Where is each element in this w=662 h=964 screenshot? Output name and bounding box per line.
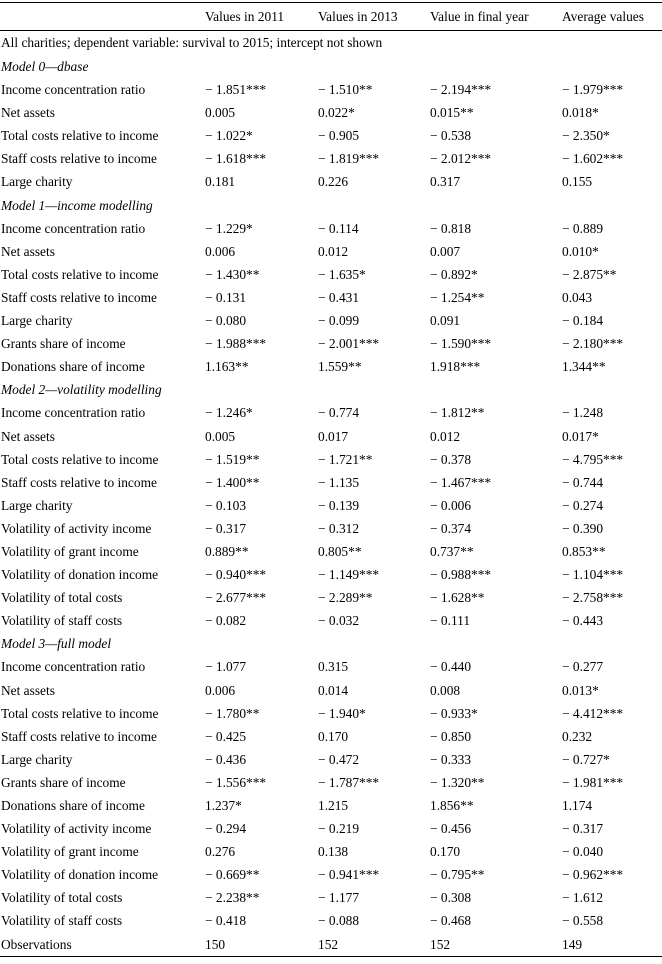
value-2013: − 1.177 bbox=[318, 890, 360, 906]
value-final-year: − 1.467*** bbox=[430, 474, 492, 490]
row-label: Grants share of income bbox=[1, 336, 126, 352]
table-row bbox=[0, 655, 662, 678]
value-2011: − 0.080 bbox=[205, 313, 247, 329]
value-final-year: − 0.850 bbox=[430, 728, 472, 744]
value-final-year: − 0.378 bbox=[430, 451, 472, 467]
value-average: 0.010* bbox=[562, 243, 599, 259]
value-2011: 0.005 bbox=[205, 105, 236, 121]
observations-value-2013: 152 bbox=[318, 936, 339, 952]
header-cell-2011: Values in 2011 bbox=[205, 9, 285, 24]
header-row bbox=[0, 3, 662, 30]
row-label: Donations share of income bbox=[1, 359, 145, 375]
value-2013: − 0.774 bbox=[318, 405, 360, 421]
value-average: − 2.180*** bbox=[562, 336, 624, 352]
value-final-year: 1.918*** bbox=[430, 359, 481, 375]
value-2011: − 0.436 bbox=[205, 751, 247, 767]
value-average: − 0.744 bbox=[562, 474, 604, 490]
value-2013: 1.215 bbox=[318, 798, 349, 813]
table-row bbox=[0, 886, 662, 909]
value-2013: − 0.099 bbox=[318, 313, 360, 329]
section-header-row bbox=[0, 194, 662, 217]
value-final-year: − 0.933* bbox=[430, 705, 478, 721]
value-final-year: − 0.892* bbox=[430, 266, 478, 282]
value-final-year: − 1.628** bbox=[430, 590, 485, 606]
row-label: Staff costs relative to income bbox=[1, 474, 157, 490]
row-label: Staff costs relative to income bbox=[1, 728, 157, 744]
value-final-year: − 0.333 bbox=[430, 751, 472, 767]
value-2011: − 1.022* bbox=[205, 128, 253, 144]
value-2013: 0.022* bbox=[318, 105, 355, 121]
table-row bbox=[0, 540, 662, 563]
value-final-year: − 2.012*** bbox=[430, 151, 492, 167]
observations-value-average: 149 bbox=[562, 936, 583, 952]
table-row bbox=[0, 771, 662, 794]
value-average: − 0.184 bbox=[562, 313, 604, 329]
row-label: Volatility of activity income bbox=[1, 520, 152, 536]
table-row bbox=[0, 471, 662, 494]
row-label: Volatility of activity income bbox=[1, 821, 152, 837]
value-2013: − 2.289** bbox=[318, 590, 373, 606]
value-final-year: 0.012 bbox=[430, 428, 461, 444]
table-row bbox=[0, 840, 662, 863]
header-cell-2013: Values in 2013 bbox=[318, 9, 398, 24]
value-2011: − 0.103 bbox=[205, 497, 247, 513]
value-final-year: − 0.988*** bbox=[430, 567, 492, 583]
value-average: 0.043 bbox=[562, 289, 593, 305]
value-final-year: − 0.795** bbox=[430, 867, 485, 883]
value-2013: 1.559** bbox=[318, 359, 362, 375]
row-label: Volatility of donation income bbox=[1, 567, 159, 583]
table-row bbox=[0, 748, 662, 771]
value-2013: − 0.114 bbox=[318, 220, 359, 236]
table-row bbox=[0, 401, 662, 424]
value-2011: − 1.618*** bbox=[205, 151, 267, 167]
value-2011: − 1.851*** bbox=[205, 82, 267, 98]
table-row bbox=[0, 355, 662, 378]
value-2013: 0.315 bbox=[318, 659, 349, 675]
value-average: − 1.612 bbox=[562, 890, 604, 906]
value-2013: − 1.510** bbox=[318, 82, 373, 98]
row-label: Income concentration ratio bbox=[1, 405, 146, 421]
value-2011: 1.237* bbox=[205, 798, 242, 813]
table-row bbox=[0, 863, 662, 886]
value-2011: 0.006 bbox=[205, 243, 236, 259]
row-label: Volatility of grant income bbox=[1, 543, 139, 559]
value-2011: 0.006 bbox=[205, 682, 236, 698]
value-average: − 1.248 bbox=[562, 405, 604, 421]
row-label: Volatility of staff costs bbox=[1, 913, 123, 929]
value-2013: − 1.149*** bbox=[318, 567, 380, 583]
table-row bbox=[0, 702, 662, 725]
value-2013: − 1.940* bbox=[318, 705, 366, 721]
value-2011: − 2.677*** bbox=[205, 590, 267, 606]
row-label: Large charity bbox=[1, 497, 73, 513]
row-label: Net assets bbox=[1, 243, 55, 259]
value-average: − 1.979*** bbox=[562, 82, 624, 98]
observations-value-final-year: 152 bbox=[430, 936, 451, 952]
value-2011: − 0.669** bbox=[205, 867, 260, 883]
value-2013: − 0.941*** bbox=[318, 867, 380, 883]
table-row bbox=[0, 679, 662, 702]
value-final-year: 0.007 bbox=[430, 243, 461, 259]
value-2011: 0.276 bbox=[205, 844, 236, 860]
value-average: − 0.962*** bbox=[562, 867, 624, 883]
value-final-year: − 0.111 bbox=[430, 613, 471, 629]
value-average: − 0.040 bbox=[562, 844, 604, 860]
value-2011: − 0.425 bbox=[205, 728, 247, 744]
row-label: Donations share of income bbox=[1, 798, 145, 813]
value-2011: − 1.988*** bbox=[205, 336, 267, 352]
value-2013: − 1.721** bbox=[318, 451, 373, 467]
row-label: Large charity bbox=[1, 313, 73, 329]
value-final-year: 0.170 bbox=[430, 844, 461, 860]
value-2011: − 0.418 bbox=[205, 913, 247, 929]
value-average: − 2.758*** bbox=[562, 590, 624, 606]
row-label: Large charity bbox=[1, 751, 73, 767]
value-2011: − 1.077 bbox=[205, 659, 247, 675]
row-label: Income concentration ratio bbox=[1, 220, 146, 236]
regression-table-body bbox=[0, 31, 662, 956]
table-row bbox=[0, 517, 662, 540]
value-2013: − 0.139 bbox=[318, 497, 360, 513]
table-row bbox=[0, 263, 662, 286]
value-2011: − 0.940*** bbox=[205, 567, 267, 583]
value-2013: 0.170 bbox=[318, 728, 349, 744]
row-label: Staff costs relative to income bbox=[1, 151, 157, 167]
value-final-year: − 2.194*** bbox=[430, 82, 492, 98]
value-average: − 0.317 bbox=[562, 821, 604, 837]
value-final-year: − 0.308 bbox=[430, 890, 472, 906]
value-2013: 0.012 bbox=[318, 243, 349, 259]
value-final-year: 0.015** bbox=[430, 105, 474, 121]
value-final-year: − 0.456 bbox=[430, 821, 472, 837]
value-2013: − 0.312 bbox=[318, 520, 360, 536]
value-average: 0.018* bbox=[562, 105, 599, 121]
value-final-year: 0.008 bbox=[430, 682, 461, 698]
value-2013: − 0.472 bbox=[318, 751, 360, 767]
row-label: Net assets bbox=[1, 428, 55, 444]
row-label: Volatility of donation income bbox=[1, 867, 159, 883]
value-2011: − 0.131 bbox=[205, 289, 247, 305]
value-average: 0.232 bbox=[562, 728, 593, 744]
value-2011: 0.005 bbox=[205, 428, 236, 444]
table-row bbox=[0, 78, 662, 101]
value-2011: − 1.430** bbox=[205, 266, 260, 282]
value-average: 0.155 bbox=[562, 174, 593, 190]
value-2011: − 1.229* bbox=[205, 220, 253, 236]
value-2013: 0.017 bbox=[318, 428, 349, 444]
value-2013: − 2.001*** bbox=[318, 336, 380, 352]
table-row bbox=[0, 240, 662, 263]
section-header-row bbox=[0, 632, 662, 655]
table-row bbox=[0, 448, 662, 471]
value-final-year: − 1.254** bbox=[430, 289, 485, 305]
section-header-row bbox=[0, 378, 662, 401]
value-2011: − 1.780** bbox=[205, 705, 260, 721]
value-final-year: − 0.006 bbox=[430, 497, 472, 513]
row-label: Volatility of total costs bbox=[1, 890, 123, 906]
value-average: 0.853** bbox=[562, 543, 606, 559]
value-2011: − 0.294 bbox=[205, 821, 247, 837]
section-header-row bbox=[0, 55, 662, 78]
value-average: − 0.277 bbox=[562, 659, 604, 675]
value-average: − 1.981*** bbox=[562, 774, 624, 790]
table-note-row bbox=[0, 31, 662, 55]
value-final-year: − 0.818 bbox=[430, 220, 472, 236]
value-average: − 2.875** bbox=[562, 266, 617, 282]
row-label: Volatility of staff costs bbox=[1, 613, 123, 629]
row-label: Total costs relative to income bbox=[1, 451, 159, 467]
row-label: Total costs relative to income bbox=[1, 705, 159, 721]
bottom-rule bbox=[0, 956, 662, 957]
value-final-year: − 0.538 bbox=[430, 128, 472, 144]
value-2013: − 0.431 bbox=[318, 289, 360, 305]
value-final-year: − 1.812** bbox=[430, 405, 485, 421]
table-row bbox=[0, 586, 662, 609]
table-row bbox=[0, 494, 662, 517]
table-row bbox=[0, 909, 662, 932]
section-title: Model 1—income modelling bbox=[1, 197, 153, 213]
value-2013: − 0.905 bbox=[318, 128, 360, 144]
value-2011: − 0.082 bbox=[205, 613, 247, 629]
table-note: All charities; dependent variable: survival to 2015; intercept not shown bbox=[1, 35, 383, 50]
value-average: 0.017* bbox=[562, 428, 599, 444]
row-label: Net assets bbox=[1, 105, 55, 121]
row-label: Income concentration ratio bbox=[1, 659, 146, 675]
value-average: − 4.412*** bbox=[562, 705, 624, 721]
value-final-year: 0.737** bbox=[430, 543, 474, 559]
row-label: Total costs relative to income bbox=[1, 128, 159, 144]
value-final-year: − 0.440 bbox=[430, 659, 472, 675]
value-2011: − 1.246* bbox=[205, 405, 253, 421]
table-row bbox=[0, 286, 662, 309]
table-row bbox=[0, 609, 662, 632]
value-2013: 0.138 bbox=[318, 844, 349, 860]
section-title: Model 3—full model bbox=[1, 636, 112, 652]
table-row bbox=[0, 817, 662, 840]
value-average: − 2.350* bbox=[562, 128, 610, 144]
value-2013: − 1.635* bbox=[318, 266, 366, 282]
value-average: − 1.104*** bbox=[562, 567, 624, 583]
value-average: − 0.274 bbox=[562, 497, 604, 513]
row-label: Income concentration ratio bbox=[1, 82, 146, 98]
row-label: Total costs relative to income bbox=[1, 266, 159, 282]
value-final-year: 0.317 bbox=[430, 174, 461, 190]
row-label: Net assets bbox=[1, 682, 55, 698]
value-2011: − 0.317 bbox=[205, 520, 247, 536]
observations-label: Observations bbox=[1, 936, 72, 952]
value-2011: − 1.519** bbox=[205, 451, 260, 467]
row-label: Volatility of grant income bbox=[1, 844, 139, 860]
table-row bbox=[0, 425, 662, 448]
observations-row bbox=[0, 933, 662, 956]
value-final-year: − 1.590*** bbox=[430, 336, 492, 352]
value-2013: 0.014 bbox=[318, 682, 349, 698]
value-average: − 4.795*** bbox=[562, 451, 624, 467]
row-label: Volatility of total costs bbox=[1, 590, 123, 606]
value-2013: − 0.219 bbox=[318, 821, 360, 837]
table-row bbox=[0, 794, 662, 817]
row-label: Grants share of income bbox=[1, 774, 126, 790]
section-title: Model 2—volatility modelling bbox=[1, 382, 162, 398]
value-2011: 0.181 bbox=[205, 174, 236, 190]
value-final-year: − 0.468 bbox=[430, 913, 472, 929]
value-average: − 0.889 bbox=[562, 220, 604, 236]
table-row bbox=[0, 332, 662, 355]
value-final-year: − 0.374 bbox=[430, 520, 472, 536]
table-row bbox=[0, 563, 662, 586]
value-final-year: 1.856** bbox=[430, 798, 474, 813]
value-2013: − 0.032 bbox=[318, 613, 360, 629]
section-title: Model 0—dbase bbox=[1, 59, 89, 74]
value-2011: 0.889** bbox=[205, 543, 249, 559]
table-row bbox=[0, 147, 662, 170]
value-2011: 1.163** bbox=[205, 359, 249, 375]
value-2013: − 1.135 bbox=[318, 474, 360, 490]
regression-table bbox=[0, 3, 662, 30]
value-average: − 0.727* bbox=[562, 751, 610, 767]
value-2013: 0.226 bbox=[318, 174, 349, 190]
row-label: Large charity bbox=[1, 174, 73, 190]
value-average: 0.013* bbox=[562, 682, 599, 698]
value-2011: − 2.238** bbox=[205, 890, 260, 906]
value-average: − 0.390 bbox=[562, 520, 604, 536]
value-average: − 1.602*** bbox=[562, 151, 624, 167]
header-cell-final-year: Value in final year bbox=[430, 9, 529, 24]
value-2013: − 1.787*** bbox=[318, 774, 380, 790]
value-final-year: − 1.320** bbox=[430, 774, 485, 790]
value-average: − 0.558 bbox=[562, 913, 604, 929]
observations-value-2011: 150 bbox=[205, 936, 226, 952]
header-cell-average: Average values bbox=[562, 9, 644, 24]
table-row bbox=[0, 217, 662, 240]
value-2013: − 0.088 bbox=[318, 913, 360, 929]
value-2011: − 1.556*** bbox=[205, 774, 267, 790]
header-cell-label bbox=[0, 3, 205, 30]
table-row bbox=[0, 101, 662, 124]
table-row bbox=[0, 309, 662, 332]
value-average: 1.344** bbox=[562, 359, 606, 375]
row-label: Staff costs relative to income bbox=[1, 289, 157, 305]
table-row bbox=[0, 124, 662, 147]
table-row bbox=[0, 725, 662, 748]
value-average: − 0.443 bbox=[562, 613, 604, 629]
value-2011: − 1.400** bbox=[205, 474, 260, 490]
value-2013: − 1.819*** bbox=[318, 151, 380, 167]
value-2013: 0.805** bbox=[318, 543, 362, 559]
value-final-year: 0.091 bbox=[430, 313, 461, 329]
table-row bbox=[0, 170, 662, 193]
value-average: 1.174 bbox=[562, 798, 593, 813]
